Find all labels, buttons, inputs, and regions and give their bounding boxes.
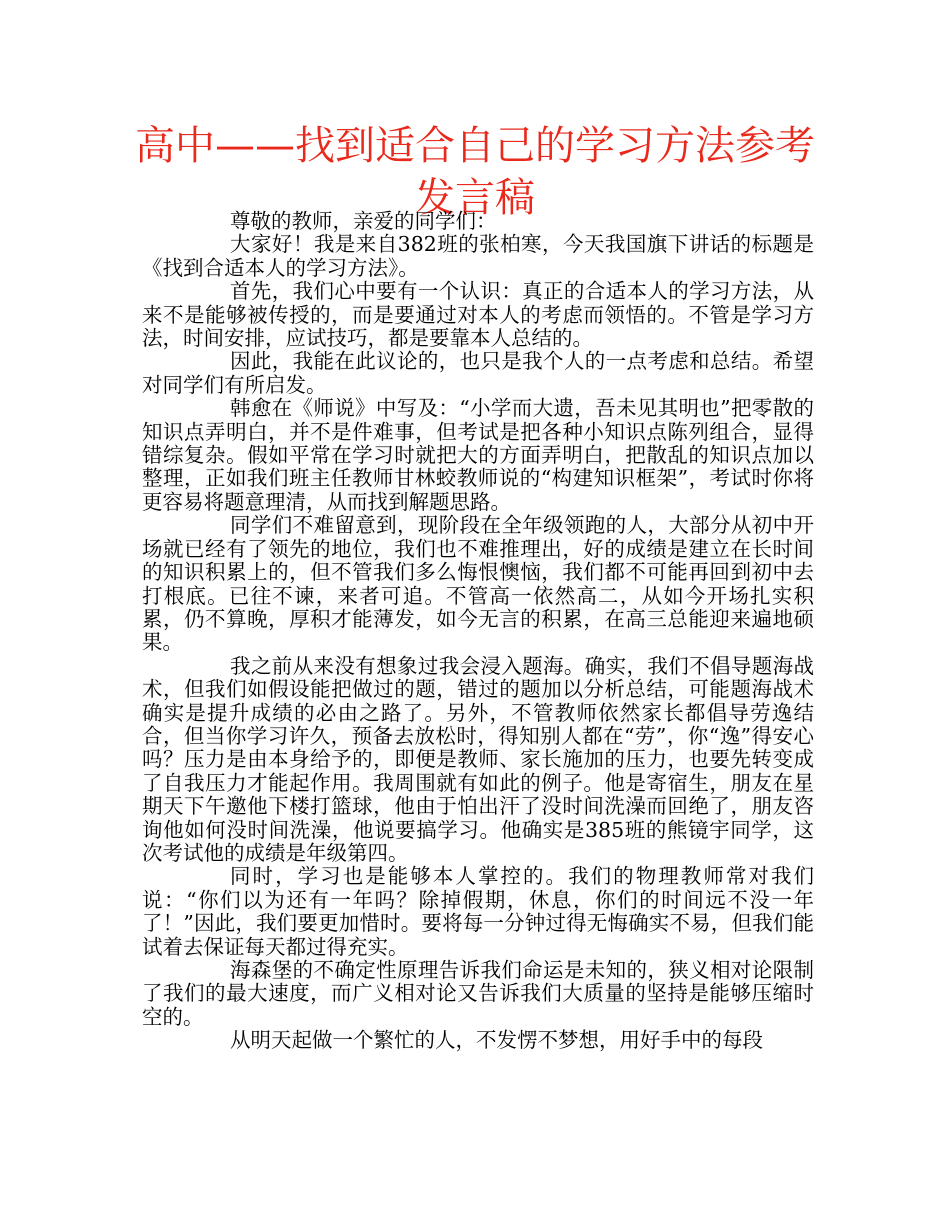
paragraph-3: 韩愈在《师说》中写及：“小学而大遗，吾未见其明也”把零散的知识点弄明白，并不是件难事，但考试是把各种小知识点陈列组合，显得错综复杂。假如平常在学习时就把大的方面弄明白，把散乱的知识点加以整理，正如我们班主任教师甘林蛟教师说的“构建知识框架”，考试时你将更容易将题意理清，从而找到解题思路。 — [142, 396, 814, 514]
paragraph-5: 我之前从来没有想象过我会浸入题海。确实，我们不倡导题海战术，但我们如假设能把做过的题，错过的题加以分析总结，可能题海战术确实是提升成绩的必由之路了。另外，不管教师依然家长都倡导劳逸结合，但当你学习许久，预备去放松时，得知别人都在“劳”，你“逸”得安心吗？压力是由本身给予的，即便是教师、家长施加的压力，也要先转变成了自我压力才能起作用。我周围就有如此的例子。他是寄宿生，朋友在星期天下午邀他下楼打篮球，他由于怕出汗了没时间洗澡而回绝了，朋友咨询他如何没时间洗澡，他说要搞学习。他确实是385班的熊镜宇同学，这次考试他的成绩是年级第四。 — [142, 653, 814, 865]
paragraph-4: 同学们不难留意到，现阶段在全年级领跑的人，大部分从初中开场就已经有了领先的地位，我们也不难推理出，好的成绩是建立在长时间的知识积累上的，但不管我们多么悔恨懊恼，我们都不可能再回到初中去打根底。已往不谏，来者可追。不管高一依然高二，从如今开场扎实积累，仍不算晚，厚积才能薄发，如今无言的积累，在高三总能迎来遍地硕果。 — [142, 513, 814, 655]
paragraph-1: 首先，我们心中要有一个认识：真正的合适本人的学习方法，从来不是能够被传授的，而是要通过对本人的考虑而领悟的。不管是学习方法，时间安排，应试技巧，都是要靠本人总结的。 — [142, 279, 814, 351]
paragraph-8: 从明天起做一个繁忙的人，不发愣不梦想，用好手中的每段 — [230, 1028, 763, 1053]
paragraph-greeting: 大家好！我是来自382班的张柏寒，今天我国旗下讲话的标题是《找到合适本人的学习方法》。 — [142, 232, 814, 280]
document-title: 高中——找到适合自己的学习方法参考发言稿 — [135, 123, 815, 221]
document-body — [142, 210, 814, 1053]
paragraph-6: 同时，学习也是能够本人掌控的。我们的物理教师常对我们说：“你们以为还有一年吗？除掉假期，休息，你们的时间远不没一年了！”因此，我们要更加惜时。要将每一分钟过得无悔确实不易，但我们能试着去保证每天都过得充实。 — [142, 864, 814, 959]
paragraph-7: 海森堡的不确定性原理告诉我们命运是未知的，狭义相对论限制了我们的最大速度，而广义相对论又告诉我们大质量的坚持是能够压缩时空的。 — [142, 958, 814, 1029]
paragraph-salutation: 尊敬的教师，亲爱的同学们： — [230, 209, 497, 233]
paragraph-2: 因此，我能在此议论的，也只是我个人的一点考虑和总结。希望对同学们有所启发。 — [142, 349, 814, 397]
